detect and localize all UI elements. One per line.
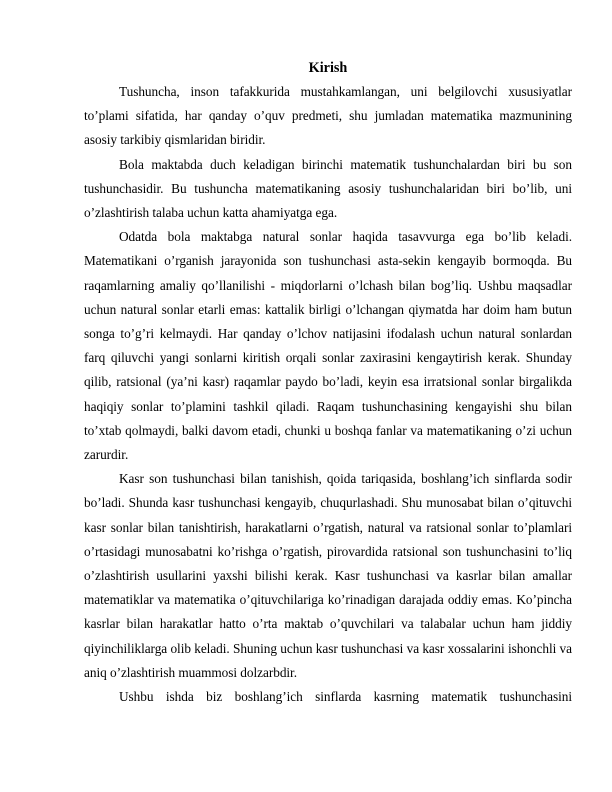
paragraph-1: Tushuncha, inson tafakkurida mustahkamlangan, uni belgilovchi xususiyatlar to’plami sifatida, har qanday o’quv predmeti, shu jumladan matematika mazmunining asosiy tarkibiy qismlaridan biridir. — [84, 84, 572, 148]
paragraph-2: Bola maktabda duch keladigan birinchi matematik tushunchalardan biri bu son tushunchasidir. Bu tushuncha matematikaning asosiy tushunchalaridan biri bo’lib, uni o’zlashtirish talaba uchun katta ahamiyatga ega. — [84, 156, 572, 221]
paragraph-3: Odatda bola maktabga natural sonlar haqida tasavvurga ega bo’lib keladi. Matematikani o’rganish jarayonida son tushunchasi asta-sekin kengayib bormoqda. Bu raqamlarning amaliy qo’llanilishi - miqdorlarni o’lchash bilan bog’liq. Ushbu maqsadlar uchun natural sonlar etarli emas: kattalik birligi o’lchangan qiymatda har doim ham butun songa to’g’ri kelmaydi. Har qanday o’lchov natijasini ifodalash uchun natural sonlardan farq qiluvchi yangi sonlarni kiritish orqali sonlar zaxirasini kengaytirish kerak. Shunday qilib, ratsional (ya’ni kasr) raqamlar paydo bo’ladi, keyin esa irratsional sonlar birgalikda haqiqiy sonlar to’plamini tashkil qiladi. Raqam tushunchasining kengayishi shu bilan to’xtab qolmaydi, balki davom etadi, chunki u boshqa fanlar va matematikaning o’zi uchun zarurdir. — [84, 229, 572, 463]
document-title: Kirish — [308, 60, 348, 76]
document-page — [84, 58, 572, 709]
paragraph-5: Ushbu ishda biz boshlang’ich sinflarda kasrning matematik tushunchasini — [119, 689, 572, 705]
paragraph-4: Kasr son tushunchasi bilan tanishish, qoida tariqasida, boshlang’ich sinflarda sodir bo’ladi. Shunda kasr tushunchasi kengayib, chuqurlashadi. Shu munosabat bilan o’qituvchi kasr sonlar bilan tanishtirish, harakatlarni o’rgatish, natural va ratsional sonlar to’plamlari o’rtasidagi munosabatni ko’rishga o’rgatish, pirovardida ratsional son tushunchasini to’liq o’zlashtirish usullarini yaxshi bilishi kerak. Kasr tushunchasi va kasrlar bilan amallar matematiklar va matematika o’qituvchilariga ko’rinadigan darajada oddiy emas. Ko’pincha kasrlar bilan harakatlar hatto o’rta maktab o’quvchilari va talabalar uchun ham jiddiy qiyinchiliklarga olib keladi. Shuning uchun kasr tushunchasi va kasr xossalarini ishonchli va aniq o’zlashtirish muammosi dolzarbdir. — [84, 471, 572, 680]
